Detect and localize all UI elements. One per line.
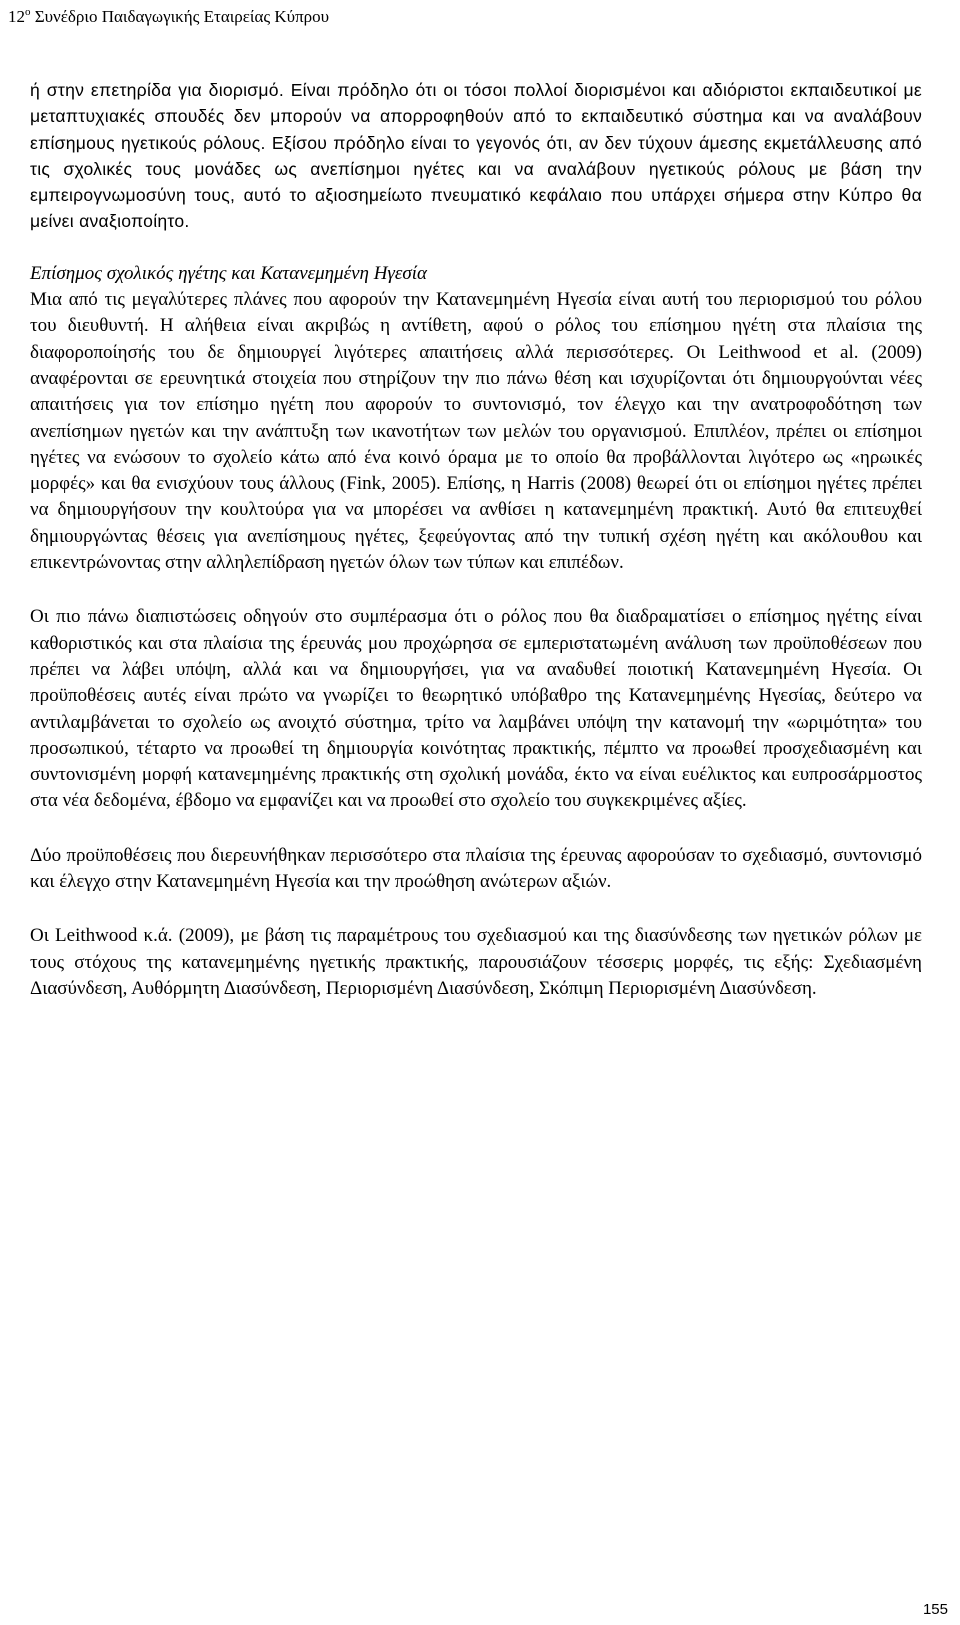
paragraph-3: Οι πιο πάνω διαπιστώσεις οδηγούν στο συμπέρασμα ότι ο ρόλος που θα διαδραματίσει ο επίσημος ηγέτης είναι καθοριστικός και στα πλαίσια της έρευνάς μου προχώρησα σε εμπεριστατωμένη ανάλυση των προϋποθέσεων που πρέπει να λάβει υπόψη, αλλά και να δημιουργήσει, για να αναδυθεί ποιοτική Κατανεμημένη Ηγεσία. Οι προϋποθέσεις αυτές είναι πρώτο να γνωρίζει το θεωρητικό υπόβαθρο της Κατανεμημένης Ηγεσίας, δεύτερο να αντιλαμβάνεται το σχολείο ως ανοιχτό σύστημα, τρίτο να λαμβάνει υπόψη την κατανομή την «ωριμότητα» του προσωπικού, τέταρτο να προωθεί τη δημιουργία κοινότητας πρακτικής, πέμπτο να προωθεί προσχεδιασμένη και συντονισμένη μορφή κατανεμημένης πρακτικής στη σχολική μονάδα, έκτο να είναι ευέλικτος και ευπροσάρμοστος στα νέα δεδομένα, έβδομο να εμφανίζει και να προωθεί στο σχολείο του συγκεκριμένες αξίες. — [30, 606, 922, 812]
paragraph-4: Δύο προϋποθέσεις που διερευνήθηκαν περισσότερο στα πλαίσια της έρευνας αφορούσαν το σχεδιασμό, συντονισμό και έλεγχο στην Κατανεμημένη Ηγεσία και την προώθηση ανώτερων αξιών. — [30, 844, 922, 893]
section-heading: Επίσημος σχολικός ηγέτης και Κατανεμημένη Ηγεσία — [30, 262, 428, 284]
paragraph-1: ή στην επετηρίδα για διορισμό. Είναι πρόδηλο ότι οι τόσοι πολλοί διορισμένοι και αδιόριστοι εκπαιδευτικοί με μεταπτυχιακές σπουδές δεν μπορούν να απορροφηθούν από το εκπαιδευτικό σύστημα και να αναλάβουν επίσημους ηγετικούς ρόλους. Εξίσου πρόδηλο είναι το γεγονός ότι, αν δεν τύχουν άμεσης εκμετάλλευσης από τις σχολικές τους μονάδες ως ανεπίσημοι ηγέτες και να αναλάβουν ηγετικούς ρόλους με βάση την εμπειρογνωμοσύνη τους, αυτό το αξιοσημείωτο πνευματικό κεφάλαιο που υπάρχει σήμερα στην Κύπρο θα μείνει αναξιοποίητο. — [30, 80, 922, 232]
body-text — [30, 77, 922, 1002]
page-number: 155 — [922, 1601, 948, 1618]
conference-title: Συνέδριο Παιδαγωγικής Εταιρείας Κύπρου — [30, 7, 330, 26]
ordinal-superscript: ο — [25, 6, 31, 18]
running-header — [8, 6, 329, 27]
conference-number: 12 — [8, 7, 25, 26]
paragraph-2: Μια από τις μεγαλύτερες πλάνες που αφορούν την Κατανεμημένη Ηγεσία είναι αυτή του περιορισμού του ρόλου του διευθυντή. Η αλήθεια είναι ακριβώς η αντίθετη, αφού ο ρόλος του επίσημου ηγέτη στα πλαίσια της διαφοροποίησής του δε δημιουργεί λιγότερες απαιτήσεις αλλά περισσότερες. Οι Leithwood et al. (2009) αναφέρονται σε ερευνητικά στοιχεία που στηρίζουν την πιο πάνω θέση και ισχυρίζονται ότι δημιουργούνται νέες απαιτήσεις για τον επίσημο ηγέτη που αφορούν το συντονισμό, τον έλεγχο και την ανατροφοδότηση των ανεπίσημων ηγετών και την ανάπτυξη των ικανοτήτων των μελών του οργανισμού. Επιπλέον, πρέπει οι επίσημοι ηγέτες να ενώσουν το σχολείο κάτω από ένα κοινό όραμα με το οποίο θα προβάλλονται λιγότερο ως «ηρωικές μορφές» και θα ενισχύουν τους άλλους (Fink, 2005). Επίσης, η Harris (2008) θεωρεί ότι οι επίσημοι ηγέτες πρέπει να δημιουργήσουν την κουλτούρα για να μπορέσει να ανθίσει η κατανεμημένη πρακτική. Αυτό θα επιτευχθεί δημιουργώντας θέσεις για ανεπίσημους ηγέτες, ξεφεύγοντας από την τυπική σχέση ηγέτη και ακόλουθου και επικεντρώνοντας στην αλληλεπίδραση ηγετών όλων των τύπων και επιπέδων. — [30, 289, 922, 574]
paragraph-5: Οι Leithwood κ.ά. (2009), με βάση τις παραμέτρους του σχεδιασμού και της διασύνδεσης των ηγετικών ρόλων με τους στόχους της κατανεμημένης ηγετικής πρακτικής, παρουσιάζουν τέσσερις μορφές, τις εξής: Σχεδιασμένη Διασύνδεση, Αυθόρμητη Διασύνδεση, Περιορισμένη Διασύνδεση, Σκόπιμη Περιορισμένη Διασύνδεση. — [30, 925, 922, 999]
